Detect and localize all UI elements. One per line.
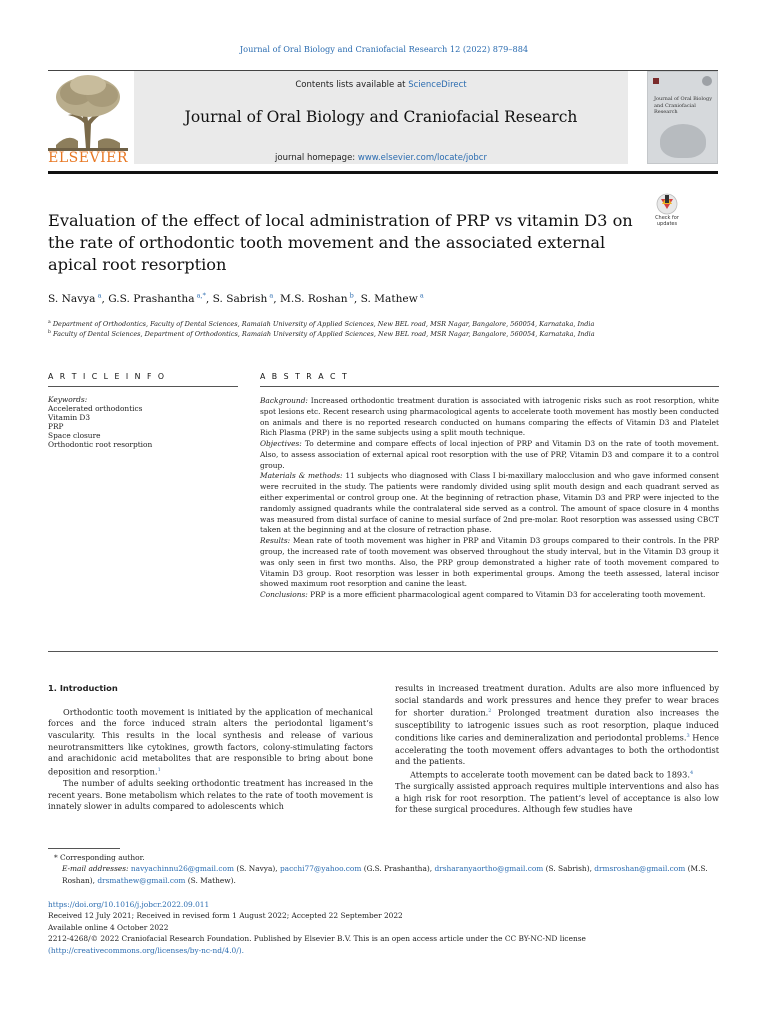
- cover-title: Journal of Oral Biology and Craniofacial Research: [654, 96, 713, 115]
- homepage-prefix: journal homepage:: [275, 153, 358, 163]
- abstract-conclusions: Conclusions: PRP is a more efficient pharmacological agent compared to Vitamin D3 for accelerating tooth movement.: [260, 590, 706, 600]
- journal-title: Journal of Oral Biology and Craniofacial Research: [184, 108, 578, 126]
- citation-ref[interactable]: 3: [686, 733, 690, 740]
- email-link[interactable]: drsharanyaortho@gmail.com: [434, 864, 544, 874]
- keyword[interactable]: PRP: [48, 421, 64, 431]
- intro-heading: 1. Introduction: [48, 683, 118, 693]
- abstract-background: Background: Increased orthodontic treatment duration is associated with iatrogenic risks such as root resorption, white spot lesions etc. Recent research using pharmacological agents to accelerate tooth movement has mostly been conducted on animals and there is no reported research conducted on humans comparing the effects of Vitamin D3 and Platelet Rich Plasma (PRP) in the same subjects using a split mouth technique.: [260, 396, 719, 438]
- intro-left-column: [48, 683, 373, 813]
- abstract-heading: A B S T R A C T: [260, 372, 349, 381]
- elsevier-wordmark[interactable]: ELSEVIER: [48, 150, 128, 166]
- contents-prefix: Contents lists available at: [295, 80, 409, 90]
- abstract-body: [260, 396, 719, 601]
- doi-link[interactable]: https://doi.org/10.1016/j.jobcr.2022.09.011: [48, 900, 210, 909]
- citation-ref[interactable]: 1: [157, 766, 161, 773]
- footnotes: [48, 852, 718, 886]
- abstract-results: Results: Mean rate of tooth movement was higher in PRP and Vitamin D3 groups compared to their controls. In the PRP group, the increased rate of tooth movement was observed throughout the study interval, but in the Vitamin D3 group it was only seen in first two months. Also, the PRP group demonstrated a higher rate of tooth movement compared to Vitamin D3 group. Root resorption was lesser in both experimental groups. Among the teeth assessed, lateral incisor showed maximum root resorption and canine the least.: [260, 536, 719, 589]
- keyword[interactable]: Orthodontic root resorption: [48, 439, 153, 449]
- sciencedirect-link[interactable]: ScienceDirect: [408, 80, 467, 90]
- email-link[interactable]: drmsroshan@gmail.com: [594, 864, 686, 874]
- article-title: Evaluation of the effect of local administration of PRP vs vitamin D3 on the rate of orthodontic tooth movement and the associated external apical root resorption: [48, 211, 633, 274]
- homepage-link[interactable]: www.elsevier.com/locate/jobcr: [357, 153, 487, 163]
- keyword[interactable]: Vitamin D3: [48, 412, 91, 422]
- cover-mark: [653, 78, 659, 84]
- keywords-label: Keywords:: [48, 395, 88, 404]
- citation-ref[interactable]: 4: [689, 769, 694, 776]
- footnote-rule: [48, 848, 120, 849]
- email-addresses: E-mail addresses: navyachinnu26@gmail.com (S. Navya), pacchi77@yahoo.com (G.S. Prashantha), drsharanyaortho@gmail.com (S. Sabrish), drmsroshan@gmail.com (M.S. Roshan), drsmathew@gmail.com (S. Mathew).: [62, 864, 708, 885]
- publication-info: [48, 899, 718, 956]
- abstract-rule: [260, 386, 719, 387]
- affiliation-a: $^a$ Department of Orthodontics, Faculty of Dental Sciences, Ramaiah University of Applied Sciences, New BEL road, MSR Nagar, Bangalore, 560054, Karnataka, India: [48, 320, 595, 329]
- abstract-bottom-rule: [48, 651, 718, 652]
- keywords-block: [48, 396, 238, 449]
- citation-ref[interactable]: 2: [488, 708, 492, 715]
- copyright-line: 2212-4268/© 2022 Craniofacial Research Foundation. Published by Elsevier B.V. This is an open access article under the CC BY-NC-ND license: [48, 934, 586, 944]
- intro-paragraph: The number of adults seeking orthodontic treatment has increased in the recent years. Bone metabolism which relates to the rate of tooth movement is innately slower in adults compared to adolescents which: [48, 778, 373, 812]
- intro-paragraph: The surgically assisted approach requires multiple interventions and also has a high risk for root resorption. The patient’s level of acceptance is also low for these surgical procedures. Although few studies have: [395, 781, 719, 815]
- author[interactable]: S. Mathew $^a$: [360, 291, 424, 305]
- abstract-objectives: Objectives: To determine and compare effects of local injection of PRP and Vitamin D3 on the rate of tooth movement. Also, to assess association of external apical root resorption with the use of PRP, Vitamin D3 and compare it to a control group.: [260, 439, 719, 470]
- email-link[interactable]: pacchi77@yahoo.com: [279, 864, 362, 874]
- journal-homepage: [134, 153, 628, 163]
- author[interactable]: S. Navya $^a$,: [48, 291, 109, 305]
- received-dates: Received 12 July 2021; Received in revised form 1 August 2022; Accepted 22 September 2022: [48, 911, 403, 921]
- keyword[interactable]: Space closure: [48, 430, 101, 440]
- author[interactable]: M.S. Roshan $^b$,: [279, 291, 361, 305]
- author[interactable]: S. Sabrish $^a$,: [212, 291, 280, 305]
- available-online: Available online 4 October 2022: [48, 922, 169, 932]
- email-link[interactable]: drsmathew@gmail.com: [97, 875, 186, 885]
- article-info-rule: [48, 386, 238, 387]
- license-link[interactable]: (http://creativecommons.org/licenses/by-nc-nd/4.0/).: [48, 945, 244, 955]
- author[interactable]: G.S. Prashantha $^{a,*}$,: [108, 291, 213, 305]
- check-for-updates-label: Check for updates: [655, 215, 679, 227]
- check-for-updates-badge[interactable]: [648, 193, 686, 235]
- banner-bottom-rule: [48, 171, 718, 174]
- abstract-methods: Materials & methods: 11 subjects who diagnosed with Class I bi-maxillary malocclusion and who gave informed consent were recruited in the study. The patients were randomly divided using split mouth design and each quadrant served as either experimental or control group one. At the beginning of retraction phase, Vitamin D3 and PRP were injected to the randomly assigned quadrants while the contralateral side served as a control. The amount of space closure in 4 months was measured from distal surface of canine to mesial surface of 2nd pre-molar. Root resorption was assessed using CBCT taken at the beginning and at the closure of retraction phase.: [260, 471, 719, 535]
- corresponding-author-note: * Corresponding author.: [54, 853, 145, 862]
- email-link[interactable]: navyachinnu26@gmail.com: [130, 864, 234, 874]
- running-header-citation[interactable]: Journal of Oral Biology and Craniofacial Research 12 (2022) 879–884: [239, 44, 529, 54]
- article-info-heading: A R T I C L E I N F O: [48, 372, 167, 381]
- intro-right-column: [395, 683, 719, 816]
- journal-cover-thumbnail[interactable]: [647, 71, 718, 164]
- intro-paragraph: Orthodontic tooth movement is initiated by the application of mechanical forces and the force induced strain alters the periodontal ligament’s vascularity. This results in the local synthesis and release of various neurotransmitters like cytokines, growth factors, colony-stimulating factors and arachidonic acid metabolites that are responsible to bring about bone deposition and resorption.$^1$: [48, 706, 373, 777]
- cover-seal: [702, 76, 712, 86]
- intro-paragraph: results in increased treatment duration. Adults are also more influenced by social standards and work pressures and hence they prefer to wear braces for shorter duration.$^2$ Prolonged treatment duration also increases the susceptibility to iatrogenic issues such as root resorption, plaque induced conditions like caries and demineralization and periodontal problems.$^3$ Hence accelerating the tooth movement offers advantages to both the orthodontist and the patients.: [395, 683, 719, 767]
- journal-banner: [134, 71, 628, 164]
- cover-skull-image: [660, 124, 706, 158]
- affiliation-b: $^b$ Faculty of Dental Sciences, Department of Orthodontics, Ramaiah University of Applied Sciences, New BEL road, MSR Nagar, Bangalore, 560054, Karnataka, India: [48, 330, 595, 339]
- author-list: [48, 291, 688, 305]
- keyword[interactable]: Accelerated orthodontics: [48, 403, 143, 413]
- contents-available: [134, 80, 628, 90]
- crossmark-icon: [648, 193, 686, 215]
- intro-paragraph: Attempts to accelerate tooth movement can be dated back to 1893.$^4$: [410, 769, 694, 780]
